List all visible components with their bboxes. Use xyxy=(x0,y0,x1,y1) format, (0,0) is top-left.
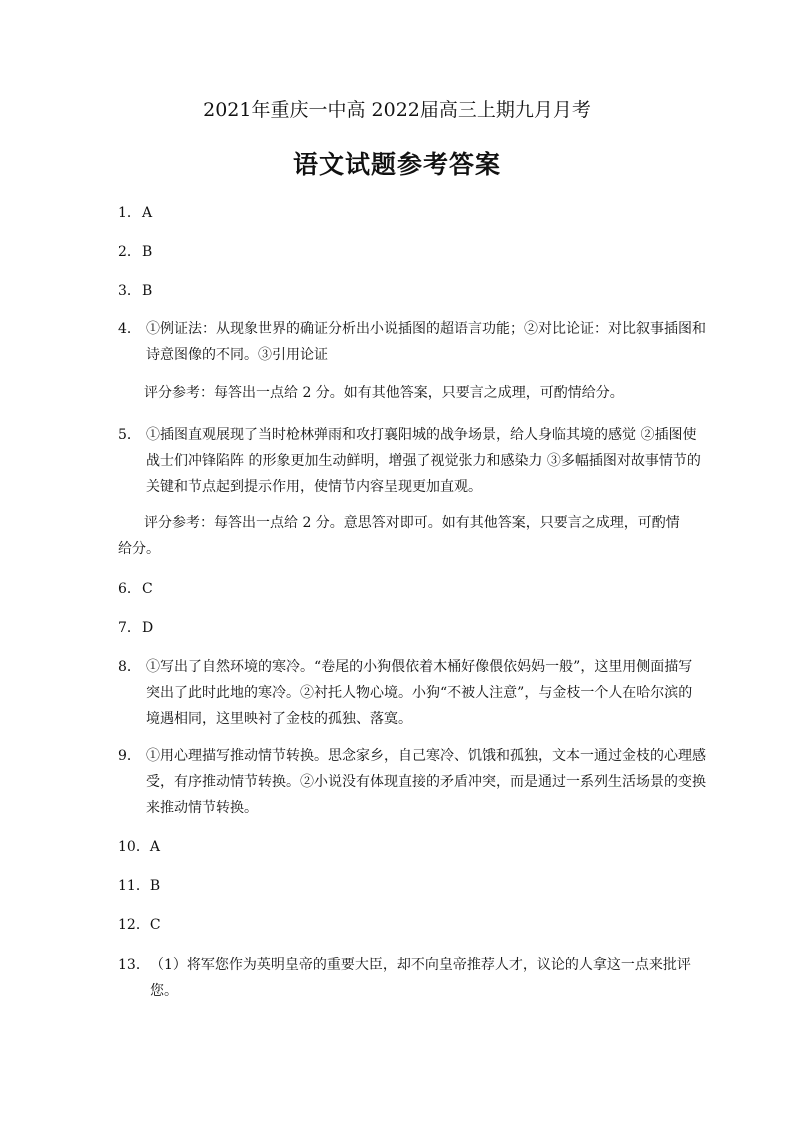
answer-text: （1）将军您作为英明皇帝的重要大臣，却不向皇帝推荐人才，议论的人拿这一点来批评您。 xyxy=(150,957,691,999)
answer-number: 10． xyxy=(118,839,150,855)
answer-number: 8． xyxy=(118,659,141,675)
answer-number: 1． xyxy=(118,205,141,221)
answer-6 xyxy=(118,576,678,602)
answer-5 xyxy=(118,422,706,500)
answer-text: C xyxy=(142,581,153,597)
answer-text: ①例证法：从现象世界的确证分析出小说插图的超语言功能；②对比论证：对比叙事插图和诗意图像的不同。③引用论证 xyxy=(146,321,706,363)
answer-8 xyxy=(118,654,706,732)
answer-text: ①插图直观展现了当时枪林弹雨和攻打襄阳城的战争场景，给人身临其境的感觉 ②插图使战士们冲锋陷阵 的形象更加生动鲜明，增强了视觉张力和感染力 ③多幅插图对故事情节的关键和节点起到提示作用，使情节内容呈现更加直观。 xyxy=(146,427,701,495)
answer-number: 7． xyxy=(118,620,141,636)
answer-text: ①用心理描写推动情节转换。思念家乡，自己寒冷、饥饿和孤独，文本一通过金枝的心理感受，有序推动情节转换。②小说没有体现直接的矛盾冲突，而是通过一系列生活场景的变换来推动情节转换。 xyxy=(146,748,706,816)
answer-3 xyxy=(118,278,678,304)
answer-13 xyxy=(118,952,710,1004)
answer-text: A xyxy=(142,205,153,221)
answer-number: 5． xyxy=(118,427,141,443)
answer-number: 4． xyxy=(118,321,141,337)
scoring-note-text: 评分参考：每答出一点给 2 分。如有其他答案，只要言之成理，可酌情给分。 xyxy=(144,385,624,401)
answer-text: B xyxy=(142,244,153,260)
answer-number: 6． xyxy=(118,581,141,597)
answer-9 xyxy=(118,743,706,821)
answer-10 xyxy=(118,834,678,860)
answer-number: 12． xyxy=(118,917,150,933)
answer-7 xyxy=(118,615,678,641)
answer-number: 3． xyxy=(118,283,141,299)
scoring-note-5 xyxy=(118,510,683,562)
scoring-note-4 xyxy=(118,380,683,406)
answer-text: A xyxy=(149,839,160,855)
answer-number: 9． xyxy=(118,748,141,764)
answer-text: C xyxy=(149,917,161,933)
answer-text: ①写出了自然环境的寒冷。“卷尾的小狗偎依着木桶好像偎依妈妈一般”，这里用侧面描写突出了此时此地的寒冷。②衬托人物心境。小狗“不被人注意”，与金枝一个人在哈尔滨的境遇相同，这里映衬了金枝的孤独、落寞。 xyxy=(146,659,693,727)
answer-11 xyxy=(118,873,678,899)
answer-4 xyxy=(118,316,706,368)
answer-number: 2． xyxy=(118,244,141,260)
answer-text: B xyxy=(142,283,153,299)
answer-text: D xyxy=(142,620,154,636)
answer-text: B xyxy=(149,878,161,894)
answer-12 xyxy=(118,912,678,938)
answer-2 xyxy=(118,239,678,265)
answer-number: 13． xyxy=(118,957,150,973)
answer-number: 11． xyxy=(118,878,150,894)
document-subtitle: 语文试题参考答案 xyxy=(292,150,501,179)
answer-1 xyxy=(118,200,678,226)
scoring-note-text: 评分参考：每答出一点给 2 分。意思答对即可。如有其他答案，只要言之成理，可酌情给分。 xyxy=(118,515,680,557)
document-title: 2021年重庆一中高 2022届高三上期九月月考 xyxy=(203,99,591,121)
